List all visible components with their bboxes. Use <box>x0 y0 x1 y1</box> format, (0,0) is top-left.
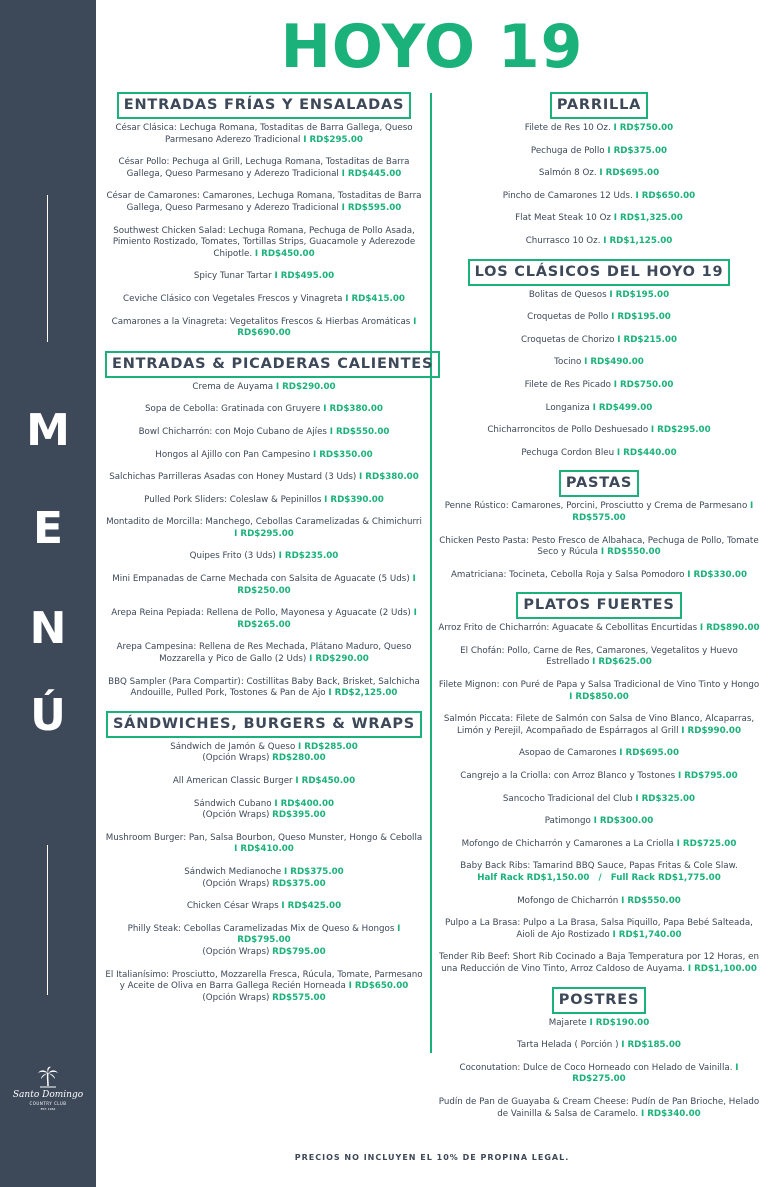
logo-club: COUNTRY CLUB <box>29 1101 67 1106</box>
item-note-price: RD$395.00 <box>272 810 326 821</box>
item-description: Arroz Frito de Chicharrón: Aguacate & Cebollitas Encurtidas <box>438 623 698 634</box>
item-description: Salmón 8 Oz. <box>538 168 597 179</box>
column-divider <box>430 93 432 1053</box>
menu-item <box>105 799 423 822</box>
item-description: Asopao de Camarones <box>518 748 617 759</box>
item-price: I RD$295.00 <box>650 425 711 436</box>
item-note <box>105 753 423 765</box>
item-price: I RD$575.00 <box>572 501 754 523</box>
menu-item <box>105 970 423 1005</box>
item-description: Coconutation: Dulce de Coco Horneado con Helado de Vainilla. <box>459 1062 733 1073</box>
item-description: Baby Back Ribs: Tamarind BBQ Sauce, Papas Fritas & Cole Slaw. <box>460 861 738 872</box>
sidebar-line-bottom <box>47 845 48 995</box>
right-column <box>438 92 760 1131</box>
item-description: Spicy Tunar Tartar <box>193 271 272 282</box>
item-note-label: Half Rack RD$1,150.00 / Full Rack RD$1,775.00 <box>477 873 721 883</box>
menu-item <box>438 748 760 760</box>
item-price: I RD$750.00 <box>613 123 674 133</box>
item-note-label: (Opción Wraps) <box>202 810 270 821</box>
item-price: I RD$750.00 <box>613 379 674 390</box>
item-note <box>438 873 760 885</box>
menu-item <box>438 536 760 559</box>
item-description: Pulpo a La Brasa: Pulpo a La Brasa, Salsa Piquillo, Papa Bebé Salteada, Aioli de Ajo Rostizado <box>445 918 753 940</box>
item-price: I RD$275.00 <box>572 1062 739 1085</box>
menu-item <box>105 642 423 665</box>
menu-item <box>438 623 760 635</box>
item-price: I RD$185.00 <box>621 1040 681 1051</box>
item-description: Churrasco 10 Oz. <box>525 235 601 246</box>
menu-item <box>438 425 760 437</box>
section-postres <box>438 987 760 1121</box>
item-note-label: (Opción Wraps) <box>202 753 270 764</box>
section-sandwiches-burgers-wraps <box>105 711 423 1005</box>
item-description: César Clásica: Lechuga Romana, Tostaditas de Barra Gallega, Queso Parmesano Aderezo Tradicional <box>115 123 413 145</box>
item-description: Sándwich de Jamón & Queso <box>170 741 296 752</box>
item-price: I RD$650.00 <box>635 190 696 201</box>
item-description: Salchichas Parrilleras Asadas con Honey Mustard (3 Uds) <box>109 472 357 483</box>
item-note-label: (Opción Wraps) <box>202 878 270 889</box>
item-price: I RD$595.00 <box>341 202 402 213</box>
item-description: Pudín de Pan de Guayaba & Cream Cheese: Pudín de Pan Brioche, Helado de Vainilla & Salsa de Caramelo. <box>438 1096 760 1119</box>
item-description: Croquetas de Pollo <box>527 312 609 323</box>
item-description: Pechuga de Pollo <box>530 145 605 156</box>
menu-item <box>105 833 423 856</box>
menu-item <box>105 574 423 597</box>
item-note-price: RD$795.00 <box>272 946 326 957</box>
item-price: I RD$425.00 <box>281 901 342 912</box>
item-description: Flat Meat Steak 10 Oz <box>515 213 611 224</box>
menu-item <box>105 191 423 214</box>
item-price: I RD$330.00 <box>687 569 747 580</box>
section-parrilla <box>438 92 760 248</box>
section-title: PLATOS FUERTES <box>516 592 681 619</box>
item-price: I RD$1,740.00 <box>612 929 682 940</box>
menu-item <box>438 816 760 828</box>
section-title: PARRILLA <box>550 92 648 119</box>
menu-item <box>438 312 760 324</box>
item-price: I RD$250.00 <box>237 574 416 596</box>
section-entradas-frias-y-ensaladas <box>105 92 423 340</box>
item-description: Chicharroncitos de Pollo Deshuesado <box>487 425 649 436</box>
menu-item <box>105 123 423 146</box>
section-title: ENTRADAS FRÍAS Y ENSALADAS <box>117 92 411 119</box>
menu-item <box>438 680 760 703</box>
item-price: I RD$690.00 <box>237 316 417 339</box>
item-note <box>105 810 423 822</box>
section-title: POSTRES <box>552 987 646 1014</box>
menu-item <box>438 570 760 582</box>
item-description: Montadito de Morcilla: Manchego, Cebollas Caramelizadas & Chimichurri <box>106 517 422 528</box>
item-note <box>105 947 423 959</box>
menu-item <box>438 771 760 783</box>
item-price: I RD$490.00 <box>584 357 644 368</box>
item-description: Sándwich Medianoche <box>184 866 282 877</box>
item-price: I RD$195.00 <box>609 289 670 300</box>
item-price: I RD$215.00 <box>617 334 677 345</box>
item-price: I RD$1,325.00 <box>613 213 683 224</box>
menu-item <box>438 714 760 737</box>
footer-note: PRECIOS NO INCLUYEN EL 10% DE PROPINA LEGAL. <box>294 1153 570 1162</box>
item-price: I RD$290.00 <box>275 381 336 392</box>
menu-item <box>105 382 423 394</box>
section-title: PASTAS <box>559 470 639 497</box>
item-price: I RD$695.00 <box>619 748 680 759</box>
club-logo <box>8 1066 88 1111</box>
item-description: BBQ Sampler (Para Compartir): Costillitas Baby Back, Brisket, Salchicha Andouille, Pulled Pork, Tostones & Pan de Ajo <box>108 676 420 699</box>
logo-script: Santo Domingo <box>12 1090 84 1100</box>
menu-item <box>105 495 423 507</box>
item-price: I RD$725.00 <box>676 838 737 849</box>
menu-item <box>438 168 760 180</box>
section-title: LOS CLÁSICOS DEL HOYO 19 <box>468 259 731 286</box>
menu-item <box>105 867 423 890</box>
menu-item <box>438 896 760 908</box>
menu-item <box>438 146 760 158</box>
sidebar <box>0 0 96 1187</box>
item-price: I RD$380.00 <box>359 472 419 483</box>
page-title: HOYO 19 <box>280 12 584 82</box>
item-description: Pechuga Cordon Bleu <box>521 447 615 458</box>
item-description: All American Classic Burger <box>172 776 293 786</box>
menu-item <box>438 1063 760 1086</box>
menu-item <box>105 226 423 261</box>
item-description: Penne Rústico: Camarones, Porcini, Prosciutto y Crema de Parmesano <box>444 501 748 512</box>
menu-item <box>438 236 760 248</box>
item-price: I RD$390.00 <box>324 494 384 505</box>
menu-item <box>438 123 760 135</box>
item-note-label: (Opción Wraps) <box>202 946 270 957</box>
menu-item <box>105 450 423 462</box>
item-price: I RD$650.00 <box>348 981 409 992</box>
menu-item <box>438 1018 760 1030</box>
item-description: Sándwich Cubano <box>193 798 272 809</box>
item-note-price: RD$375.00 <box>272 878 326 889</box>
sidebar-line-top <box>47 195 48 342</box>
item-description: Camarones a la Vinagreta: Vegetalitos Frescos & Hierbas Aromáticas <box>111 316 411 327</box>
item-price: I RD$795.00 <box>677 771 738 782</box>
item-price: I RD$890.00 <box>699 623 760 634</box>
menu-item <box>438 191 760 203</box>
menu-item <box>438 794 760 806</box>
menu-item <box>438 646 760 669</box>
item-price: I RD$445.00 <box>341 168 402 179</box>
item-price: I RD$350.00 <box>312 449 373 460</box>
item-note <box>105 993 423 1005</box>
item-price: I RD$190.00 <box>589 1017 650 1028</box>
item-description: Arepa Campesina: Rellena de Res Mechada, Plátano Maduro, Queso Mozzarella y Pico de Gallo (2 Uds) <box>116 642 412 665</box>
item-description: El Italianísimo: Prosciutto, Mozzarella Fresca, Rúcula, Tomate, Parmesano y Aceite de Oliva en Barra Gallega Recién Horneada <box>105 969 423 992</box>
menu-item <box>105 776 423 788</box>
item-description: Mini Empanadas de Carne Mechada con Salsita de Aguacate (5 Uds) <box>112 574 410 585</box>
item-price: I RD$340.00 <box>640 1108 701 1119</box>
section-entradas-picaderas-calientes <box>105 351 434 700</box>
section-los-clasicos-del-hoyo-19 <box>438 259 760 460</box>
item-price: I RD$499.00 <box>592 402 653 413</box>
item-description: Bolitas de Quesos <box>528 289 607 300</box>
menu-item <box>438 1097 760 1120</box>
section-title: SÁNDWICHES, BURGERS & WRAPS <box>106 711 422 738</box>
menu-item <box>438 952 760 975</box>
item-description: Longaniza <box>545 402 590 413</box>
item-price: I RD$625.00 <box>592 657 652 668</box>
item-description: Hongos al Ajillo con Pan Campesino <box>155 449 311 460</box>
menu-item <box>438 403 760 415</box>
item-price: I RD$300.00 <box>593 816 654 827</box>
item-note-label: (Opción Wraps) <box>202 992 270 1003</box>
item-price: I RD$990.00 <box>681 725 742 736</box>
item-description: Sopa de Cebolla: Gratinada con Gruyere <box>145 404 321 415</box>
menu-letter-e: E <box>32 503 64 554</box>
item-description: Mofongo de Chicharrón <box>517 895 619 906</box>
item-price: I RD$195.00 <box>611 312 671 323</box>
menu-item <box>438 357 760 369</box>
item-note-price: RD$575.00 <box>272 992 326 1003</box>
item-note <box>105 879 423 891</box>
logo-est: EST. 1964 <box>40 1107 56 1111</box>
menu-item <box>105 157 423 180</box>
menu-letter-n: N <box>29 603 67 654</box>
menu-item <box>105 551 423 563</box>
item-note-price: RD$280.00 <box>272 753 326 764</box>
item-description: Chicken César Wraps <box>186 901 279 912</box>
menu-item <box>105 901 423 913</box>
item-price: I RD$295.00 <box>234 528 294 539</box>
palm-tree-icon <box>36 1066 60 1088</box>
menu-item <box>438 501 760 524</box>
menu-item <box>105 608 423 631</box>
item-description: Salmón Piccata: Filete de Salmón con Salsa de Vino Blanco, Alcaparras, Limón y Perejil, Acompañado de Espárragos al Grill <box>443 714 755 736</box>
item-price: I RD$375.00 <box>284 866 344 877</box>
section-pastas <box>438 470 760 581</box>
menu-item <box>438 335 760 347</box>
item-price: I RD$375.00 <box>607 145 668 156</box>
item-price: I RD$495.00 <box>274 271 335 282</box>
item-description: César Pollo: Pechuga al Grill, Lechuga Romana, Tostaditas de Barra Gallega, Queso Parmesano y Aderezo Tradicional <box>118 157 410 179</box>
item-price: I RD$410.00 <box>234 844 294 855</box>
item-description: Quipes Frito (3 Uds) <box>189 551 276 562</box>
menu-item <box>105 677 423 700</box>
item-description: Tender Rib Beef: Short Rib Cocinado a Baja Temperatura por 12 Horas, en una Reducción de Vino Tinto, Arroz Caldoso de Auyama. <box>439 952 759 974</box>
item-description: Filete de Res Picado <box>524 379 611 390</box>
item-price: I RD$795.00 <box>237 923 401 946</box>
item-price: I RD$290.00 <box>309 654 369 665</box>
item-price: I RD$295.00 <box>303 134 363 145</box>
item-price: I RD$450.00 <box>254 248 315 259</box>
item-price: I RD$415.00 <box>345 293 405 304</box>
menu-item <box>438 861 760 884</box>
item-description: César de Camarones: Camarones, Lechuga Romana, Tostaditas de Barra Gallega, Queso Parmesano y Aderezo Tradicional <box>106 191 422 213</box>
menu-item <box>438 918 760 941</box>
item-price: I RD$440.00 <box>616 447 677 458</box>
item-description: Mofongo de Chicharrón y Camarones a La Criolla <box>461 838 674 849</box>
item-description: Croquetas de Chorizo <box>520 334 615 345</box>
left-column <box>105 92 434 1015</box>
menu-item <box>105 924 423 959</box>
item-price: I RD$550.00 <box>329 426 390 437</box>
item-description: Pulled Pork Sliders: Coleslaw & Pepinillos <box>144 494 322 505</box>
item-price: I RD$325.00 <box>635 793 696 804</box>
section-platos-fuertes <box>438 592 760 975</box>
menu-item <box>105 294 423 306</box>
item-description: Ceviche Clásico con Vegetales Frescos y Vinagreta <box>123 293 343 304</box>
item-description: Cangrejo a la Criolla: con Arroz Blanco y Tostones <box>460 771 676 782</box>
menu-letter-m: M <box>26 405 70 456</box>
item-description: Tocino <box>554 357 582 368</box>
menu-letter-u: Ú <box>30 690 66 741</box>
item-price: I RD$850.00 <box>569 691 629 702</box>
menu-item <box>105 317 423 340</box>
item-description: Amatriciana: Tocineta, Cebolla Roja y Salsa Pomodoro <box>450 569 685 580</box>
menu-item <box>105 472 423 484</box>
item-description: Mushroom Burger: Pan, Salsa Bourbon, Queso Munster, Hongo & Cebolla <box>105 832 423 843</box>
menu-item <box>438 1040 760 1052</box>
item-price: I RD$550.00 <box>600 547 661 558</box>
item-price: I RD$265.00 <box>237 608 417 630</box>
item-description: Filete de Res 10 Oz. <box>524 123 611 133</box>
menu-item <box>105 404 423 416</box>
menu-item <box>105 742 423 765</box>
item-description: Crema de Auyama <box>192 381 274 392</box>
item-description: Filete Mignon: con Puré de Papa y Salsa Tradicional de Vino Tinto y Hongo <box>438 680 760 691</box>
item-description: Sancocho Tradicional del Club <box>502 793 633 804</box>
menu-item <box>438 448 760 460</box>
item-description: Arepa Reina Pepiada: Rellena de Pollo, Mayonesa y Aguacate (2 Uds) <box>111 608 411 619</box>
item-description: Southwest Chicken Salad: Lechuga Romana, Pechuga de Pollo Asada, Pimiento Rostizado, Tomates, Tortillas Strips, Guacamole y Aderezode Chipotle. <box>112 225 416 259</box>
item-price: I RD$285.00 <box>298 741 358 752</box>
item-price: I RD$400.00 <box>274 798 335 809</box>
item-price: I RD$380.00 <box>323 404 383 415</box>
item-price: I RD$550.00 <box>621 895 681 906</box>
menu-item <box>105 427 423 439</box>
item-description: Tarta Helada ( Porción ) <box>517 1040 619 1051</box>
menu-item <box>438 213 760 225</box>
item-price: I RD$450.00 <box>295 776 356 786</box>
section-title: ENTRADAS & PICADERAS CALIENTES <box>105 351 440 378</box>
item-price: I RD$2,125.00 <box>328 688 398 699</box>
item-description: Pincho de Camarones 12 Uds. <box>502 190 633 201</box>
item-description: Majarete <box>548 1017 587 1028</box>
item-price: I RD$1,125.00 <box>603 235 673 246</box>
item-description: Patimongo <box>544 816 591 827</box>
menu-item <box>105 271 423 283</box>
item-description: Bowl Chicharrón: con Mojo Cubano de Ajíes <box>138 426 327 437</box>
item-price: I RD$695.00 <box>599 168 660 179</box>
menu-item <box>105 517 423 540</box>
item-description: El Chofán: Pollo, Carne de Res, Camarones, Vegetalitos y Huevo Estrellado <box>460 645 738 668</box>
menu-item <box>438 839 760 851</box>
item-price: I RD$1,100.00 <box>687 963 757 974</box>
item-price: I RD$235.00 <box>278 551 339 562</box>
menu-item <box>438 290 760 302</box>
menu-item <box>438 380 760 392</box>
item-description: Chicken Pesto Pasta: Pesto Fresco de Albahaca, Pechuga de Pollo, Tomate Seco y Rúcula <box>439 535 759 558</box>
item-description: Philly Steak: Cebollas Caramelizadas Mix de Queso & Hongos <box>127 923 395 934</box>
